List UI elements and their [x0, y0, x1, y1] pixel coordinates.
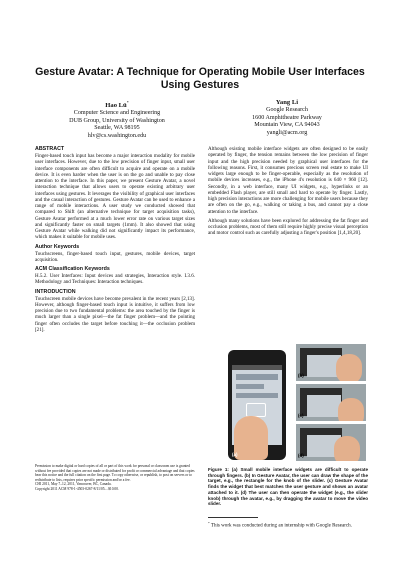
author-1: [52, 99, 182, 140]
left-column: [35, 146, 195, 336]
abstract-heading: ABSTRACT: [35, 146, 65, 152]
gesture-highlight: [246, 403, 266, 417]
figure-label-d: (d): [298, 453, 304, 458]
intro-heading: INTRODUCTION: [35, 288, 76, 295]
footnote: [208, 520, 368, 529]
figure-panel-d: [296, 424, 366, 461]
figure-1: [208, 344, 368, 462]
conference-line: CHI 2011, May 7–12, 2011, Vancouver, BC, Canada.: [35, 482, 112, 486]
screen-widget: [236, 393, 278, 398]
footnote-rule: [208, 517, 258, 518]
figure-phone-image: [228, 350, 286, 460]
figure-caption: Figure 1: (a) Small mobile interface widgets are difficult to operate through fingers. (b) In Gesture Avatar, the user can draw the shape of the target, e.g., the rectangle for the knob of the slider. (c) Gesture Avatar finds the widget that best matches the user gesture and shows an avatar attached to it. (d) The user can then operate the widget (e.g., the slider knob) through the avatar, e.g., by dragging the avatar to move the video slider.: [208, 467, 368, 507]
right-column: [208, 146, 368, 240]
author-1-name: Hao Lü: [105, 102, 127, 110]
permission-notice: [35, 464, 195, 491]
footnote-mark: *: [208, 521, 210, 525]
author-2-line: Google Research: [266, 107, 308, 114]
screen-status-bar: [232, 365, 282, 370]
permission-text: Permission to make digital or hard copies of all or part of this work for personal or classroom use is granted without fee provided that copies are not made or distributed for profit or commercial advantage and that copies bear this notice and the full citation on the first page. To copy otherwise, or republish, to post on servers or to redistribute to lists, requires prior specific permission and/or a fee.: [35, 464, 195, 482]
panel-device: [300, 388, 342, 416]
copyright-line: Copyright 2011 ACM 978-1-4503-0267-8/11/05....$10.00.: [35, 486, 119, 491]
panel-screen: [307, 395, 341, 417]
figure-panel-b: [296, 344, 366, 381]
author-1-line: DUB Group, University of Washington: [69, 117, 165, 124]
footnote-text: This work was conducted during an internship with Google Research.: [210, 522, 352, 529]
author-1-mark: *: [126, 100, 129, 105]
figure-label-b: (b): [298, 373, 304, 378]
right-paragraph: Although many solutions have been explored for addressing the fat finger and occlusion problems, most of them still require highly precise visual perception and motor control such as carefully adjusting a finger's position [1,4,18,20].: [208, 217, 368, 237]
panel-hand: [334, 436, 360, 461]
right-paragraph: Although existing mobile interface widgets are often designed to be easily operated by finger, the tension remains between the low precision of finger input and the high precision needed by graphical user interfaces for the following reasons. First, it consumes precious screen real estate to make UI widgets large enough to be finger-operable, especially as the resolution of mobile devices increases, e.g., the iPhone 4's resolution is 640 × 960 [12]. Secondly, in a web interface, many UI widgets, e.g., hyperlinks or an embedded Flash player, are still small and hard to operate by finger. Lastly, high precision interactions are more challenging for mobile users because they are often on the go, e.g., walking or taking a bus, and cannot pay a close attention to the interface.: [208, 146, 368, 215]
acm-text: H.5.2. User Interfaces: Input devices and strategies, Interaction style. I.3.6. Methodology and Techniques: Interaction techniques.: [35, 273, 195, 286]
keywords-heading: Author Keywords: [35, 243, 80, 250]
screen-widget: [236, 384, 264, 389]
author-2-line: 1600 Amphitheatre Parkway: [252, 114, 322, 121]
abstract-text: Finger-based touch input has become a major interaction modality for mobile user interfaces. However, due to the low precision of finger input, small user interface components are often difficult to acquire and operate on a mobile device. It is even harder when the user is on the go and unable to pay close attention to the interface. In this paper, we present Gesture Avatar, a novel interaction technique that allows users to operate existing arbitrary user interfaces using gestures. It leverages the visibility of graphical user interfaces and the casual interaction of gestures. Gesture Avatar can be used to enhance a range of mobile interactions. A user study we conducted showed that compared to Shift (an alternative technique for target acquisition tasks), Gesture Avatar performed at a much lower error rate on various target sizes and significantly faster on small targets (1mm). It also showed that using Gesture Avatar while walking did not significantly impact its performance, which makes it suitable for mobile uses.: [35, 153, 195, 241]
figure-label-a: (a): [232, 452, 238, 457]
acm-heading: ACM Classification Keywords: [35, 266, 110, 272]
paper-title: Gesture Avatar: A Technique for Operating Mobile User Interfaces Using Gestures: [35, 66, 365, 91]
author-2: [222, 99, 352, 137]
author-1-email: hlv@cs.washington.edu: [87, 132, 147, 139]
author-2-email: yangli@acm.org: [266, 129, 308, 136]
author-2-line: Mountain View, CA 94043: [254, 122, 320, 129]
panel-hand: [338, 398, 364, 421]
author-1-line: Seattle, WA 98195: [94, 125, 140, 132]
screen-widget: [236, 374, 278, 380]
intro-text: Touchscreen mobile devices have become prevalent in the recent years [2,13]. However, although finger-based touch input is intuitive, it suffers from low precision due to two fundamental problems: the area touched by the finger is much larger than a single pixel—the fat finger problem—and the pointing finger often occludes the target before touching it—the occlusion problem [21].: [35, 295, 195, 333]
keywords-text: Touchscreens, finger-based touch input, gestures, mobile devices, target acquisition.: [35, 250, 195, 263]
figure-panel-c: [296, 384, 366, 421]
author-2-name: Yang Li: [275, 99, 299, 106]
author-1-line: Computer Science and Engineering: [73, 110, 161, 117]
thumb-image: [234, 416, 268, 460]
figure-label-c: (c): [298, 413, 304, 418]
panel-hand: [336, 354, 362, 381]
